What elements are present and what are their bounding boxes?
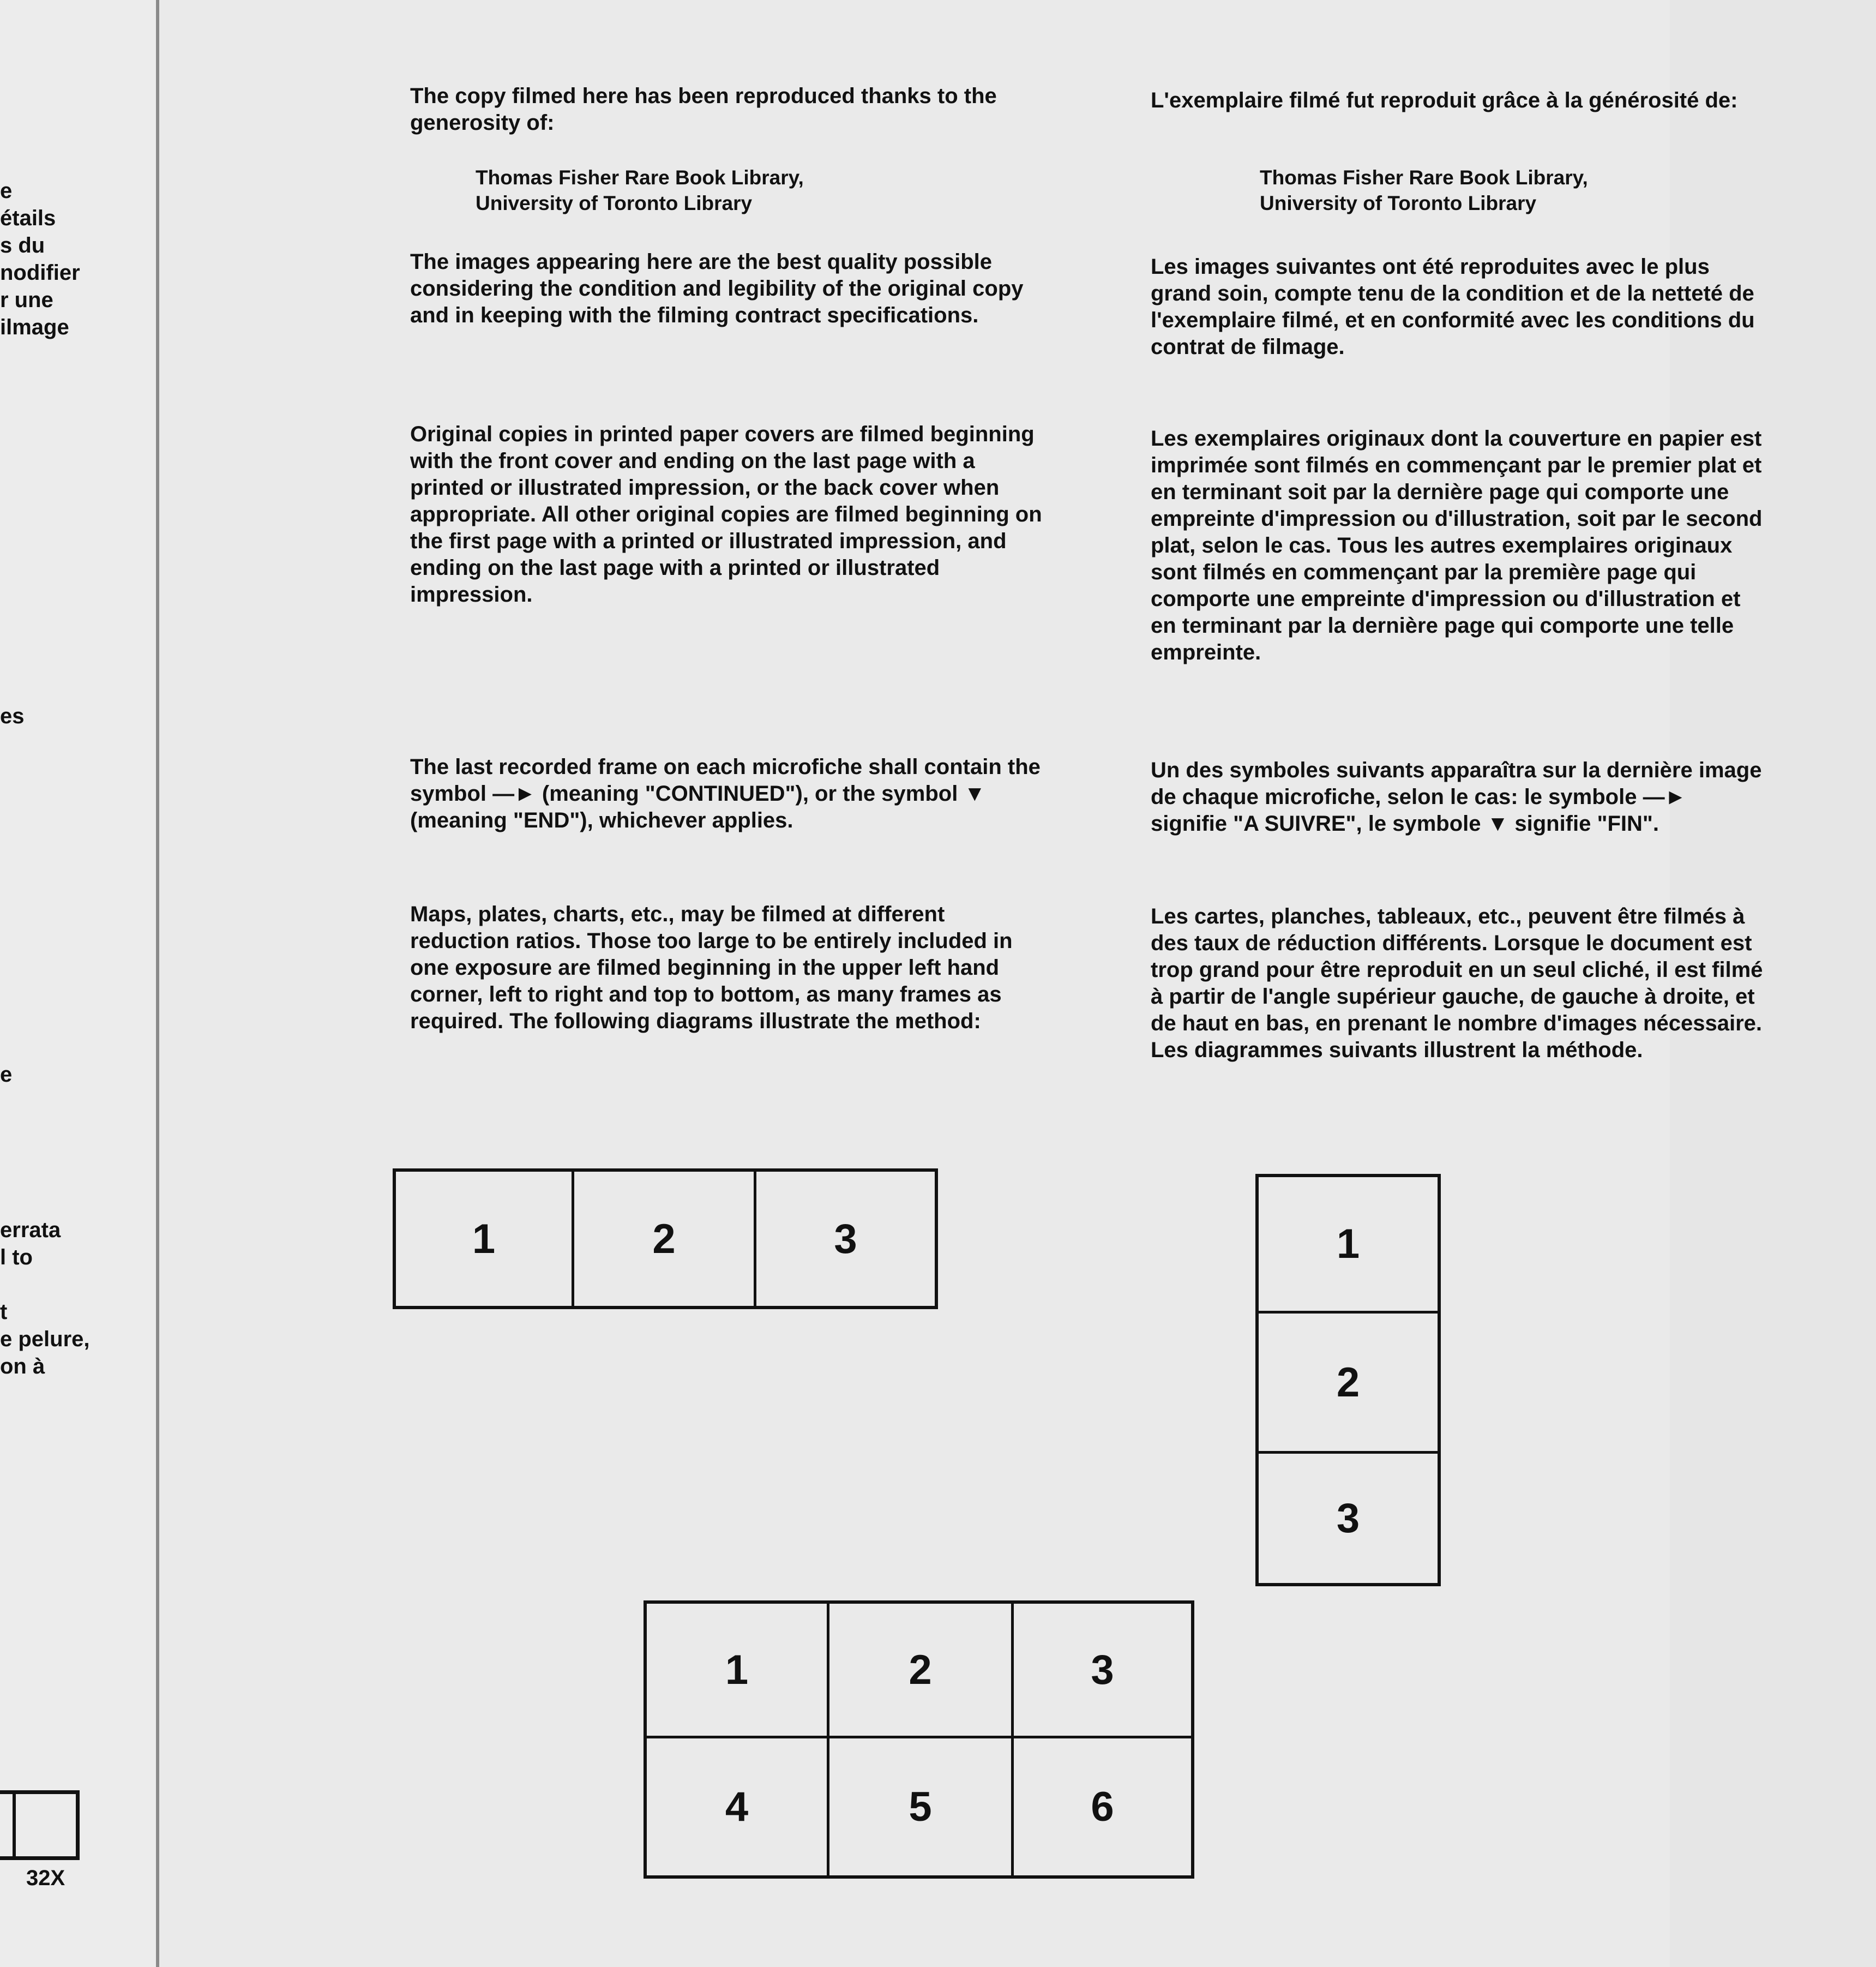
frame-cell: 3 [834, 1215, 857, 1262]
diagram-horizontal [393, 1168, 938, 1309]
frame-cell: 3 [1091, 1646, 1114, 1693]
strip-fragment: l to [0, 1245, 33, 1269]
frame-cell: 6 [1091, 1784, 1114, 1830]
english-intro: The copy filmed here has been reproduced thanks to the generosity of: [410, 84, 997, 135]
strip-fragment: r une [0, 288, 53, 312]
reduction-label: 32X [26, 1866, 65, 1890]
strip-fragment: s du [0, 233, 45, 257]
continued-arrow-icon: —► [1643, 785, 1687, 809]
strip-fragment: errata [0, 1218, 61, 1242]
french-library: Thomas Fisher Rare Book Library, University of Toronto Library [1260, 166, 1588, 214]
strip-fragment: es [0, 704, 25, 728]
diagram-vertical [1255, 1174, 1441, 1586]
frame-cell: 2 [909, 1646, 932, 1693]
frame-cell: 1 [725, 1646, 749, 1693]
strip-fragment: e [0, 179, 13, 203]
french-quality: Les images suivantes ont été reproduites avec le plus grand soin, compte tenu de la condition et de la netteté de l'exemplaire filmé, et en conformité avec les conditions du contrat de filmage. [1151, 255, 1755, 359]
english-quality: The images appearing here are the best quality possible considering the condition and legibility of the original copy and in keeping with the filming contract specifications. [410, 250, 1024, 327]
french-covers: Les exemplaires originaux dont la couverture en papier est imprimée sont filmés en commençant par le premier plat et en terminant soit par la dernière page qui comporte une empreinte d'impression ou d'illustration, soit par le second plat, selon le cas. Tous les autres exemplaires originaux sont filmés en commençant par la première page qui comporte une empreinte d'impression ou d'illustration et en terminant par la dernière page qui comporte une telle empreinte. [1151, 427, 1763, 664]
end-triangle-icon: ▼ [1487, 812, 1509, 836]
microfiche-target-page [159, 0, 1763, 1967]
diagram-grid [644, 1600, 1194, 1879]
french-symbol-note: Un des symboles suivants apparaîtra sur la dernière image de chaque microfiche, selon le cas: le symbole —► signifie "A SUIVRE", le symbole ▼ signifie "FIN". [1151, 757, 1767, 837]
strip-fragment: on à [0, 1354, 45, 1378]
frame-cell: 4 [725, 1784, 749, 1830]
adjacent-frame-strip [0, 0, 157, 1967]
english-covers: Original copies in printed paper covers are filmed beginning with the front cover and ending on the last page with a printed or illustrated impression, or the back cover when appropriate. All other original copies are filmed beginning on the first page with a printed or illustrated impression, and ending on the last page with a printed or illustrated impression. [410, 422, 1042, 607]
strip-fragment: e pelure, [0, 1327, 90, 1351]
strip-fragment: nodifier [0, 261, 80, 285]
continued-arrow-icon: —► [492, 782, 536, 806]
frame-cell: 2 [1336, 1359, 1360, 1406]
strip-fragment: t [0, 1300, 8, 1324]
strip-fragment: e [0, 1063, 13, 1087]
french-maps: Les cartes, planches, tableaux, etc., peuvent être filmés à des taux de réduction différents. Lorsque le document est trop grand pour être reproduit en un seul cliché, il est filmé à partir de l'angle supérieur gauche, de gauche à droite, et de haut en bas, en prenant le nombre d'images nécessaire. Les diagrammes suivants illustrent la méthode. [1151, 904, 1763, 1062]
english-library: Thomas Fisher Rare Book Library, University of Toronto Library [476, 166, 804, 214]
english-symbol-note: The last recorded frame on each microfiche shall contain the symbol —► (meaning "CONTINUED"), or the symbol ▼ (meaning "END"), whichever applies. [410, 755, 1041, 832]
end-triangle-icon: ▼ [964, 782, 986, 806]
strip-fragment: étails [0, 206, 56, 230]
french-intro: L'exemplaire filmé fut reproduit grâce à la générosité de: [1151, 88, 1738, 112]
frame-cell: 1 [472, 1215, 496, 1262]
frame-cell: 3 [1336, 1495, 1360, 1542]
frame-cell: 2 [652, 1215, 676, 1262]
english-maps: Maps, plates, charts, etc., may be filmed at different reduction ratios. Those too large to be entirely included in one exposure are filmed beginning in the upper left hand corner, left to right and top to bottom, as many frames as required. The following diagrams illustrate the method: [410, 902, 1013, 1033]
reduction-target-box [0, 1790, 80, 1860]
strip-fragment: ilmage [0, 315, 69, 339]
frame-cell: 1 [1336, 1221, 1360, 1267]
frame-cell: 5 [909, 1784, 932, 1830]
